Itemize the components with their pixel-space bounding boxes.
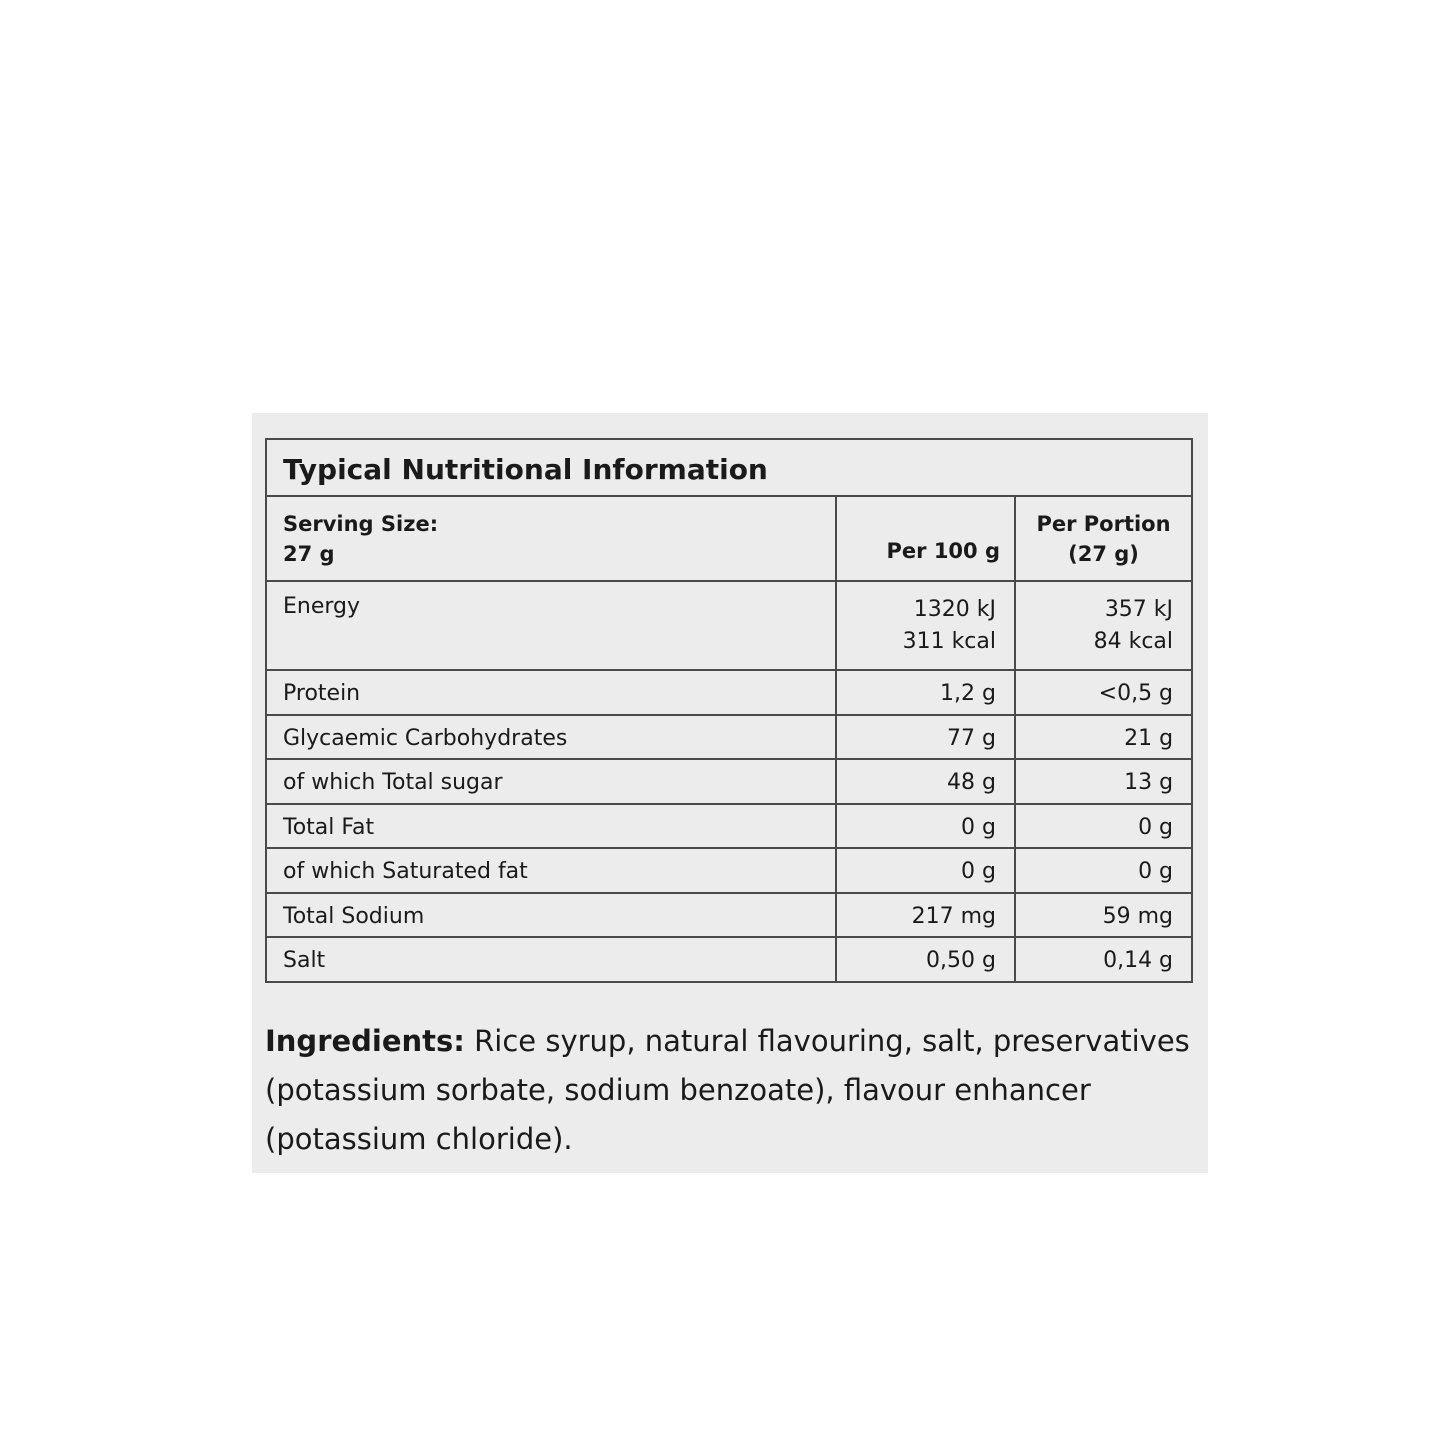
per100-value: 0 g	[836, 804, 1015, 849]
table-row	[266, 848, 1192, 893]
ingredients-text: Rice syrup, natural flavouring, salt, preservatives (potassium sorbate, sodium benzoate), flavour enhancer (potassium chloride).	[265, 1024, 1190, 1156]
row-label: of which Saturated fat	[266, 848, 836, 893]
table-row	[266, 670, 1192, 715]
energy-per100-kcal: 311 kcal	[902, 629, 996, 654]
energy-portion-cell	[1015, 581, 1192, 670]
energy-per100-kj: 1320 kJ	[913, 597, 996, 622]
portion-value: 13 g	[1015, 759, 1192, 804]
per-100g-header: Per 100 g	[836, 496, 1015, 581]
table-row	[266, 893, 1192, 938]
table-title: Typical Nutritional Information	[266, 439, 1192, 496]
table-row	[266, 937, 1192, 982]
serving-size-label: Serving Size:	[283, 512, 439, 536]
portion-value: 21 g	[1015, 715, 1192, 760]
portion-value: 59 mg	[1015, 893, 1192, 938]
per-portion-header-line2: (27 g)	[1068, 542, 1139, 566]
per100-value: 217 mg	[836, 893, 1015, 938]
per100-value: 77 g	[836, 715, 1015, 760]
ingredients-label: Ingredients:	[265, 1024, 465, 1058]
per100-value: 1,2 g	[836, 670, 1015, 715]
energy-portion-kj: 357 kJ	[1104, 597, 1174, 622]
serving-size-cell	[266, 496, 836, 581]
row-label: Total Sodium	[266, 893, 836, 938]
table-row	[266, 759, 1192, 804]
table-row	[266, 715, 1192, 760]
portion-value: 0 g	[1015, 804, 1192, 849]
per-portion-header	[1015, 496, 1192, 581]
table-row	[266, 804, 1192, 849]
table-row-energy	[266, 581, 1192, 670]
row-label: Energy	[266, 581, 836, 670]
per100-value: 0,50 g	[836, 937, 1015, 982]
serving-size-value: 27 g	[283, 542, 335, 566]
row-label: Glycaemic Carbohydrates	[266, 715, 836, 760]
portion-value: 0,14 g	[1015, 937, 1192, 982]
row-label: Total Fat	[266, 804, 836, 849]
per100-value: 48 g	[836, 759, 1015, 804]
portion-value: 0 g	[1015, 848, 1192, 893]
per100-value: 0 g	[836, 848, 1015, 893]
row-label: Protein	[266, 670, 836, 715]
nutrition-table	[265, 438, 1193, 983]
portion-value: <0,5 g	[1015, 670, 1192, 715]
ingredients-paragraph	[265, 1017, 1205, 1164]
row-label: of which Total sugar	[266, 759, 836, 804]
energy-portion-kcal: 84 kcal	[1093, 629, 1174, 654]
energy-per100-cell	[836, 581, 1015, 670]
row-label: Salt	[266, 937, 836, 982]
per-portion-header-line1: Per Portion	[1036, 512, 1171, 536]
